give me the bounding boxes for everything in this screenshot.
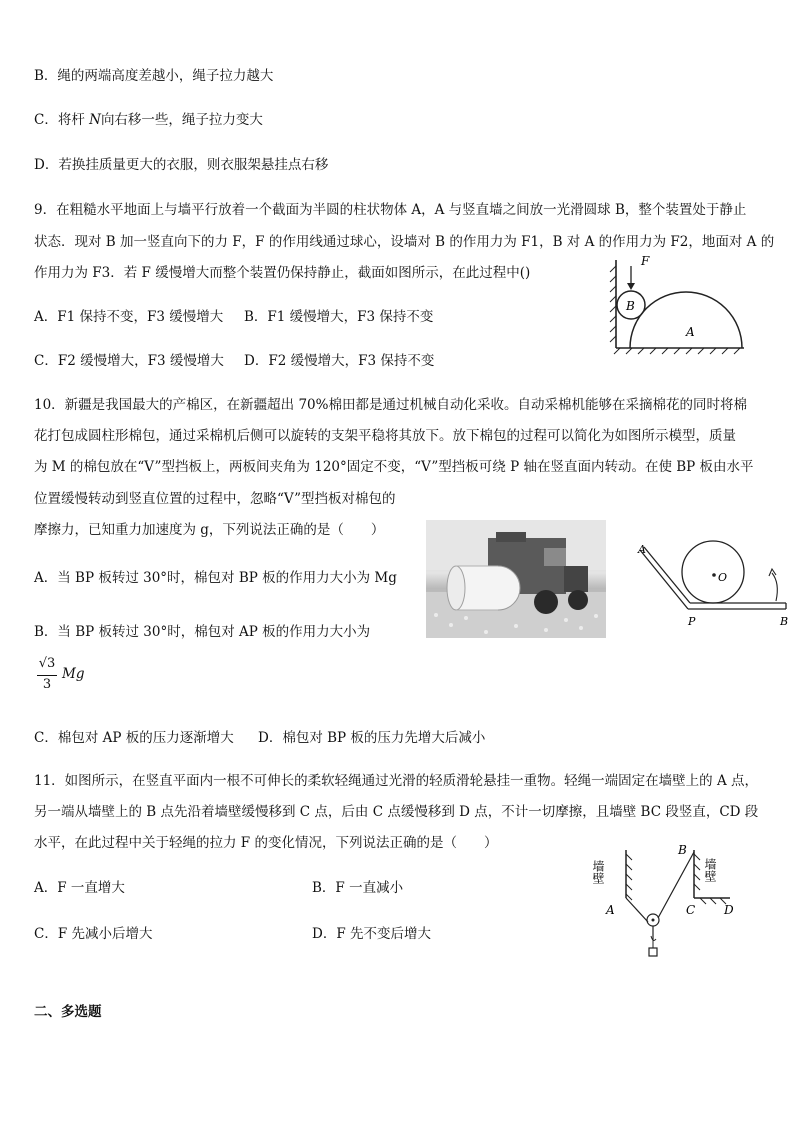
- fraction-denominator: 3: [42, 677, 52, 692]
- cotton-bale-circle: [682, 541, 744, 603]
- board-ap: [644, 547, 690, 603]
- q10-option-d: D．棉包对 BP 板的压力先增大后减小: [258, 730, 486, 746]
- section-heading-multiple-choice: 二、多选题: [34, 1004, 102, 1020]
- label-a: A: [638, 543, 646, 556]
- label-a: A: [606, 903, 615, 917]
- q9-stem-line2: 状态．现对 B 加一竖直向下的力 F，F 的作用线通过球心，设墙对 B 的作用力为 F1，B 对 A 的作用力为 F2，地面对 A 的: [34, 234, 775, 250]
- label-b: B: [678, 843, 687, 857]
- harvester-drawing: [426, 520, 606, 638]
- fraction-tail: Mg: [62, 666, 85, 682]
- q9-option-d: D．F2 缓慢增大，F3 保持不变: [244, 353, 435, 369]
- rotation-arrow: [772, 573, 777, 601]
- q11-option-c: C．F 先减小后增大: [34, 926, 153, 942]
- q9-option-a: A．F1 保持不变，F3 缓慢增大: [34, 309, 224, 325]
- q10-option-b: B．当 BP 板转过 30°时，棉包对 AP 板的作用力大小为: [34, 624, 371, 640]
- q10-stem-line2: 花打包成圆柱形棉包，通过采棉机后侧可以旋转的支架平稳将其放下。放下棉包的过程可以简化为如图所示模型，质量: [34, 428, 736, 444]
- q8-option-c-pre: C．将杆: [34, 112, 90, 128]
- label-a: A: [686, 325, 695, 339]
- q10-option-b-fraction: [36, 656, 96, 696]
- label-p: P: [688, 615, 696, 628]
- label-wall-right: 墙壁: [703, 858, 717, 882]
- label-b: B: [626, 299, 635, 313]
- q9-stem-line3: 作用力为 F3．若 F 缓慢增大而整个装置仍保持静止，截面如图所示，在此过程中(): [34, 265, 531, 281]
- q11-option-b: B．F 一直减小: [312, 880, 404, 896]
- label-b: B: [780, 615, 789, 628]
- label-wall-left: 墙壁: [591, 860, 605, 884]
- q10-option-a: A．当 BP 板转过 30°时，棉包对 BP 板的作用力大小为 Mg: [34, 570, 397, 586]
- q10-option-c: C．棉包对 AP 板的压力逐渐增大: [34, 730, 234, 746]
- q11-option-d: D．F 先不变后增大: [312, 926, 431, 942]
- q11-stem-line3: 水平，在此过程中关于轻绳的拉力 F 的变化情况，下列说法正确的是（ ）: [34, 835, 498, 851]
- force-f-arrowhead: [627, 283, 635, 290]
- rope-a-to-pulley: [626, 898, 648, 922]
- label-o: O: [718, 571, 728, 584]
- fraction-numerator: √3: [38, 656, 56, 671]
- fraction-bar: [37, 675, 57, 676]
- q8-option-d: D．若换挂质量更大的衣服，则衣服架悬挂点右移: [34, 157, 329, 173]
- semicylinder-a: [630, 292, 742, 348]
- center-o-dot: [712, 573, 716, 577]
- q11-pulley-figure: [590, 840, 750, 962]
- label-c: C: [686, 903, 696, 917]
- q9-option-b: B．F1 缓慢增大，F3 保持不变: [244, 309, 434, 325]
- q8-option-c: [34, 110, 263, 130]
- q8-option-c-post: 向右移一些，绳子拉力变大: [100, 112, 263, 128]
- left-wall: [626, 850, 632, 900]
- q11-stem-line1: 11．如图所示，在竖直平面内一根不可伸长的柔软轻绳通过光滑的轻质滑轮悬挂一重物。轻绳一端固定在墙壁上的 A 点，: [34, 773, 759, 789]
- q11-stem-line2: 另一端从墙壁上的 B 点先沿着墙壁缓慢移到 C 点，后由 C 点缓慢移到 D 点，不计一切摩擦，且墙壁 BC 段竖直，CD 段: [34, 804, 759, 820]
- q9-figure: [600, 252, 756, 356]
- q9-option-c: C．F2 缓慢增大，F3 缓慢增大: [34, 353, 224, 369]
- q8-option-b: B．绳的两端高度差越小，绳子拉力越大: [34, 68, 274, 84]
- label-d: D: [724, 903, 734, 917]
- label-f: F: [641, 254, 650, 268]
- rotation-arrowhead: [769, 569, 776, 576]
- q10-stem-line1: 10．新疆是我国最大的产棉区，在新疆超出 70%棉田都是通过机械自动化采收。自动采棉机能够在采摘棉花的同时将棉: [34, 397, 747, 413]
- q9-stem-line1: 9．在粗糙水平地面上与墙平行放着一个截面为半圆的柱状物体 A，A 与竖直墙之间放一光滑圆球 B，整个装置处于静止: [34, 202, 747, 218]
- cotton-harvester-photo: [426, 520, 606, 638]
- q10-stem-line5: 摩擦力，已知重力加速度为 g，下列说法正确的是（ ）: [34, 522, 385, 538]
- hanging-weight: [649, 948, 657, 956]
- pulley-axle: [652, 919, 655, 922]
- q11-option-a: A．F 一直增大: [34, 880, 125, 896]
- q10-stem-line4: 位置缓慢转动到竖直位置的过程中，忽略“V”型挡板对棉包的: [34, 491, 396, 507]
- q10-v-board-figure: [630, 535, 794, 631]
- q10-stem-line3: 为 M 的棉包放在“V”型挡板上，两板间夹角为 120°固定不变，“V”型挡板可绕 P 轴在竖直面内转动。在使 BP 板由水平: [34, 459, 754, 475]
- board-ap-thickness: [640, 550, 688, 609]
- q8-option-c-var: N: [89, 112, 101, 128]
